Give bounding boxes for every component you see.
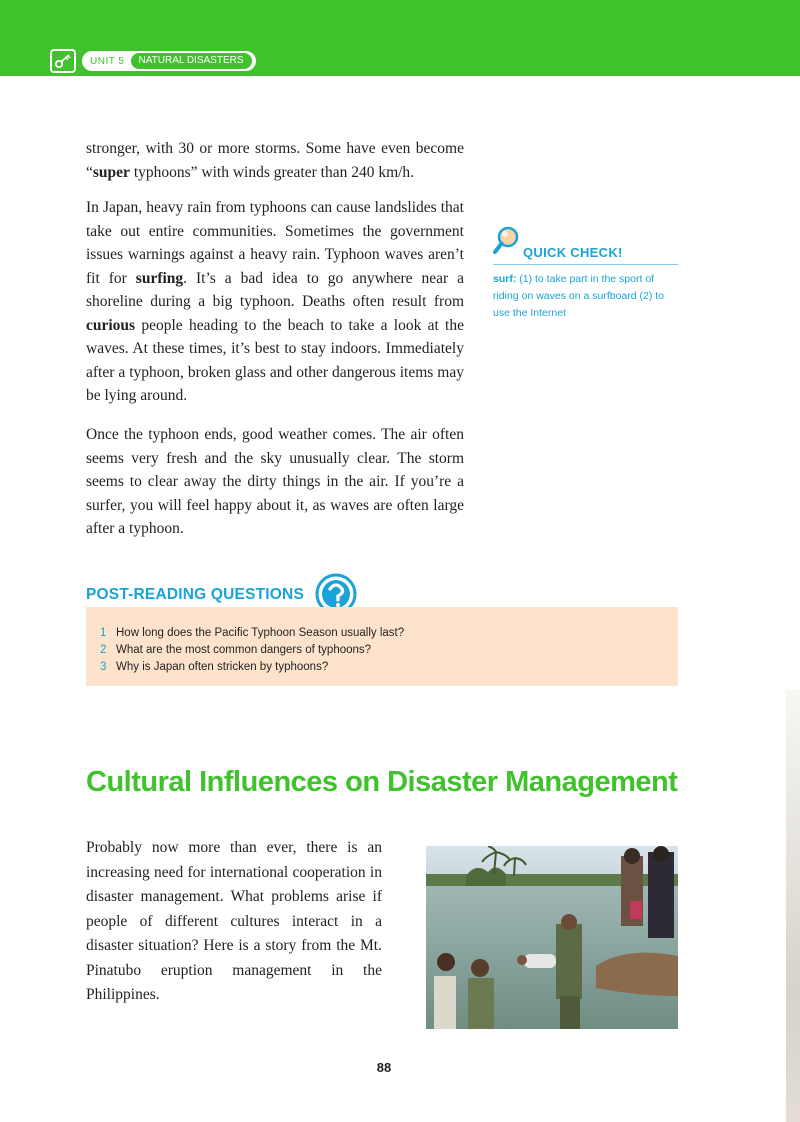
quick-check-title: QUICK CHECK!	[523, 245, 623, 260]
question-item	[100, 625, 404, 642]
magnifier-icon	[493, 225, 521, 260]
section-title: Cultural Influences on Disaster Management	[86, 766, 678, 798]
text-run: typhoons” with winds greater than 240 km/h.	[129, 163, 415, 181]
unit-pill	[82, 51, 256, 71]
question-list	[100, 625, 404, 676]
unit-label: UNIT 5	[90, 55, 125, 67]
paragraph-2	[86, 196, 464, 408]
page-number: 88	[376, 1060, 392, 1075]
question-number: 2	[100, 644, 107, 656]
question-text: Why is Japan often stricken by typhoons?	[116, 661, 329, 673]
post-reading-title: POST-READING QUESTIONS	[86, 586, 304, 603]
text-run: people heading to the beach to take a look at the waves. At these times, it’s best to stay indoors. Immediately after a typhoon, broken glass and other dangerous items may be lying around.	[86, 316, 464, 404]
quick-check-definition	[493, 271, 678, 322]
question-number: 3	[100, 661, 107, 673]
text-run: . It’s a bad idea to go anywhere near a shoreline during a big typhoon. Deaths often result from	[86, 269, 464, 310]
page-edge-decoration	[786, 690, 800, 1122]
unit-header	[50, 49, 256, 73]
unit-topic: NATURAL DISASTERS	[131, 53, 252, 69]
question-item	[100, 659, 404, 676]
definition-term: surf:	[493, 273, 517, 285]
flood-rescue-photo	[426, 846, 678, 1029]
question-number: 1	[100, 627, 107, 639]
bold-term-super: super	[92, 163, 130, 181]
question-item	[100, 642, 404, 659]
question-text: What are the most common dangers of typhoons?	[116, 644, 372, 656]
quick-check-header	[493, 226, 678, 265]
bold-term-surfing: surfing	[135, 269, 184, 287]
quick-check	[493, 226, 678, 322]
key-icon	[50, 49, 76, 73]
post-reading-box	[86, 607, 678, 686]
bold-term-curious: curious	[86, 316, 136, 334]
paragraph-3: Once the typhoon ends, good weather comes. The air often seems very fresh and the sky unusually clear. The storm seems to clear away the dirty things in the air. If you’re a surfer, you will feel happy about it, as waves are often large after a typhoon.	[86, 426, 464, 537]
question-text: How long does the Pacific Typhoon Season usually last?	[116, 627, 405, 639]
text-run: stronger, with 30 or more storms. Some have even become “	[86, 140, 464, 181]
paragraph-1	[86, 137, 464, 184]
text-run: In Japan, heavy rain from typhoons can cause landslides that take out entire communities. Sometimes the government issues warnings against a heavy rain. Typhoon waves aren’t fit for	[86, 199, 464, 287]
section-intro: Probably now more than ever, there is an increasing need for international cooperation in disaster management. What problems arise if people of different cultures interact in a disaster situation? Here is a story from the Mt. Pinatubo eruption management in the Philippines.	[86, 839, 382, 1003]
definition-text: (1) to take part in the sport of riding on waves on a surfboard (2) to use the Internet	[493, 273, 665, 319]
